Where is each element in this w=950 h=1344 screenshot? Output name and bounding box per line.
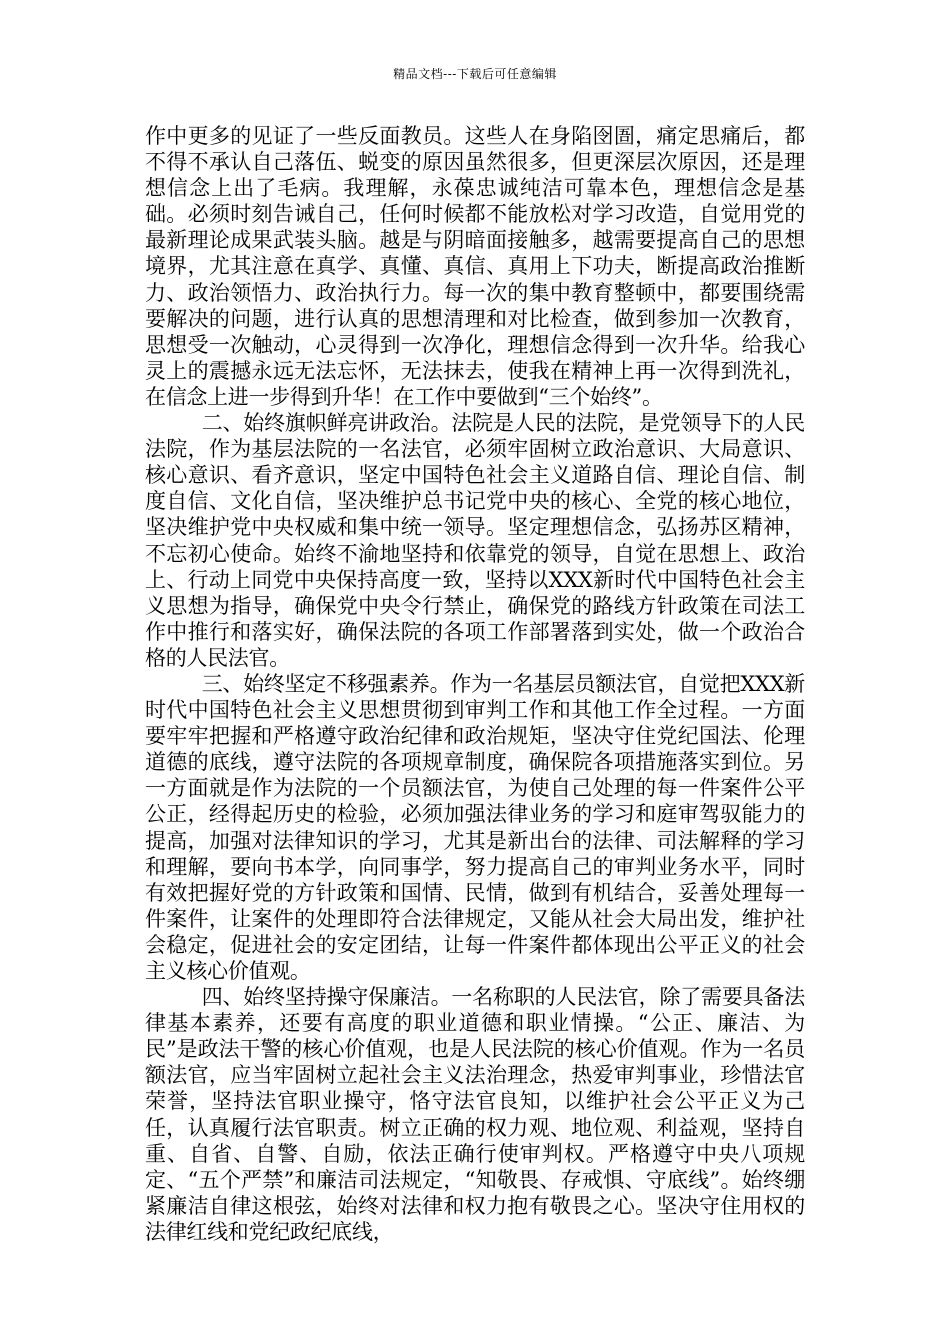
paragraph-section-4: 四、始终坚持操守保廉洁。一名称职的人民法官，除了需要具备法律基本素养，还要有高度的职业道德和职业情操。“公正、廉洁、为民”是政法干警的核心价值观，也是人民法院的核心价值观。作为一名员额法官，应当牢固树立起社会主义法治理念，热爱审判事业，珍惜法官荣誉，坚持法官职业操守，恪守法官良知，以维护社会公平正义为己任，认真履行法官职责。树立正确的权力观、地位观、利益观，坚持自重、自省、自警、自励，依法正确行使审判权。严格遵守中央八项规定、“五个严禁”和廉洁司法规定，“知敬畏、存戒惧、守底线”。始终绷紧廉洁自律这根弦，始终对法律和权力抱有敬畏之心。坚决守住用权的法律红线和党纪政纪底线， [145,985,805,1244]
paragraph-section-3: 三、始终坚定不移强素养。作为一名基层员额法官，自觉把XXX新时代中国特色社会主义思想贯彻到审判工作和其他工作全过程。一方面要牢牢把握和严格遵守政治纪律和政治规矩，坚决守住党纪国法、伦理道德的底线，遵守法院的各项规章制度，确保院各项措施落实到位。另一方面就是作为法院的一个员额法官，为使自己处理的每一件案件公平公正，经得起历史的检验，必须加强法律业务的学习和庭审驾驭能力的提高，加强对法律知识的学习，尤其是新出台的法律、司法解释的学习和理解，要向书本学，向同事学，努力提高自己的审判业务水平，同时有效把握好党的方针政策和国情、民情，做到有机结合，妥善处理每一件案件，让案件的处理即符合法律规定，又能从社会大局出发，维护社会稳定，促进社会的安定团结，让每一件案件都体现出公平正义的社会主义核心价值观。 [145,671,805,983]
paragraph-continuation: 作中更多的见证了一些反面教员。这些人在身陷囹圄，痛定思痛后，都不得不承认自己落伍、蜕变的原因虽然很多，但更深层次原因，还是理想信念上出了毛病。我理解，永葆忠诚纯洁可靠本色，理想信念是基础。必须时刻告诫自己，任何时候都不能放松对学习改造，自觉用党的最新理论成果武装头脑。越是与阴暗面接触多，越需要提高自己的思想境界，尤其注意在真学、真懂、真信、真用上下功夫，断提高政治推断力、政治领悟力、政治执行力。每一次的集中教育整顿中，都要围绕需要解决的问题，进行认真的思想清理和对比检查，做到参加一次教育，思想受一次触动，心灵得到一次净化，理想信念得到一次升华。给我心灵上的震撼永远无法忘怀，无法抹去，使我在精神上再一次得到洗礼，在信念上进一步得到升华！在工作中要做到“三个始终”。 [145,124,805,409]
document-body [145,123,805,1245]
paragraph-section-2: 二、始终旗帜鲜亮讲政治。法院是人民的法院，是党领导下的人民法院，作为基层法院的一名法官，必须牢固树立政治意识、大局意识、核心意识、看齐意识，坚定中国特色社会主义道路自信、理论自信、制度自信、文化自信，坚决维护总书记党中央的核心、全党的核心地位，坚决维护党中央权威和集中统一领导。坚定理想信念，弘扬苏区精神，不忘初心使命。始终不渝地坚持和依靠党的领导，自觉在思想上、政治上、行动上同党中央保持高度一致，坚持以XXX新时代中国特色社会主义思想为指导，确保党中央令行禁止，确保党的路线方针政策在司法工作中推行和落实好，确保法院的各项工作部署落到实处，做一个政治合格的人民法官。 [145,411,805,670]
page-header: 精品文档---下载后可任意编辑 [393,67,557,81]
